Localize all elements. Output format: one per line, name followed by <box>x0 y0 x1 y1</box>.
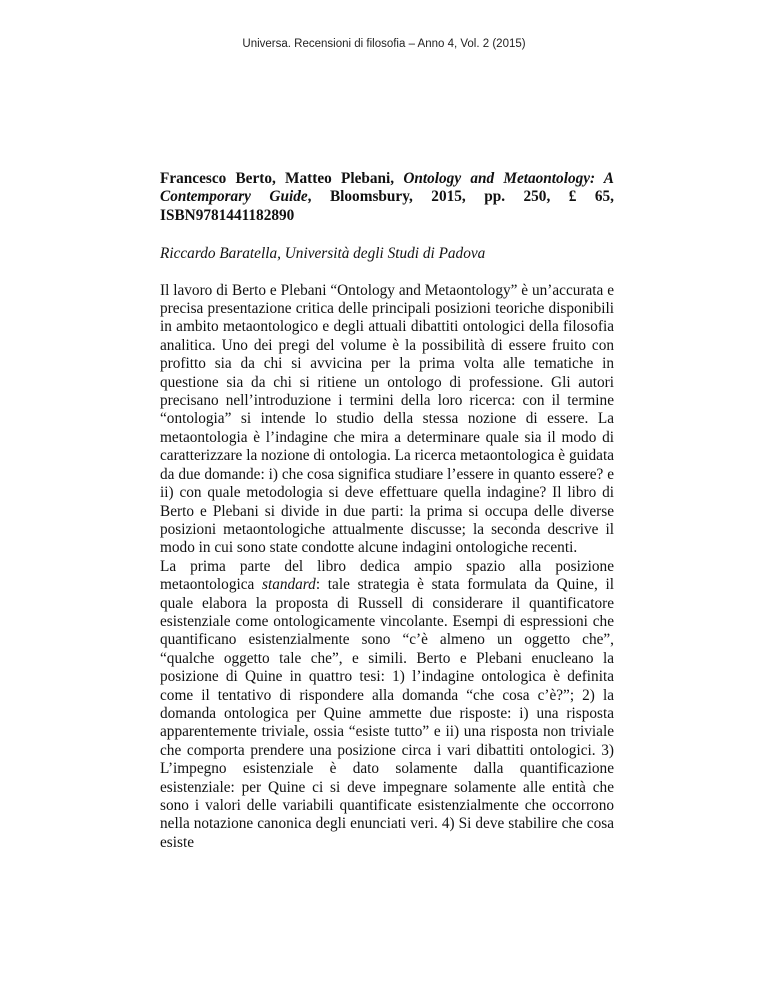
paragraph-quine <box>160 558 614 853</box>
emphasis-standard: standard <box>262 576 316 594</box>
book-title: Ontology and Metaontology: A Contemporary Guide <box>160 170 614 206</box>
paragraph-intro: Il lavoro di Berto e Plebani “Ontology and Metaontology” è un’accurata e precisa presentazione critica delle principali posizioni teoriche disponibili in ambito metaontologico e degli attuali dibattiti ontologici della filosofia analitica. Uno dei pregi del volume è la possibilità di essere fruito con profitto sia da chi si avvicina per la prima volta alle tematiche in questione sia da chi si ritiene un ontologo di professione. Gli autori precisano nell’introduzione i termini della loro ricerca: con il termine “ontologia” si intende lo studio della stessa nozione di essere. La metaontologia è l’indagine che mira a determinare quale sia il modo di caratterizzare la nozione di ontologia. La ricerca metaontologica è guidata da due domande: i) che cosa significa studiare l’essere in quanto essere? e ii) con quale metodologia si deve effettuare quella indagine? Il libro di Berto e Plebani si divide in due parti: la prima si occupa delle diverse posizioni metaontologiche attualmente discusse; la seconda descrive il modo in cui sono state condotte alcune indagini ontologiche recenti. <box>160 281 614 557</box>
publication-details: , Bloomsbury, 2015, pp. 250, £ 65, ISBN9781441182890 <box>160 188 614 224</box>
book-authors: Francesco Berto, Matteo Plebani, <box>160 170 404 187</box>
reviewer-byline: Riccardo Baratella, Università degli Studi di Padova <box>160 245 486 263</box>
running-header: Universa. Recensioni di filosofia – Anno 4, Vol. 2 (2015) <box>242 38 526 50</box>
paragraph-quine-rest: : tale strategia è stata formulata da Quine, il quale elabora la proposta di Russell di considerare il quantificatore esistenziale come ontologicamente vincolante. Esempi di espressioni che quantificano esistenzialmente sono “c’è almeno un oggetto che”, “qualche oggetto tale che”, e simili. Berto e Plebani enucleano la posizione di Quine in quattro tesi: 1) l’indagine ontologica è definita come il tentativo di rispondere alla domanda “che cosa c’è?”; 2) la domanda ontologica per Quine ammette due risposte: i) una risposta apparentemente triviale, ossia “esiste tutto” e ii) una risposta non triviale che comporta prendere una posizione circa i vari dibattiti ontologici. 3) L’impegno esistenziale è dato solamente dalla quantificazione esistenziale: per Quine ci si deve impegnare solamente alle entità che sono i valori delle variabili quantificate esistenzialmente che occorrono nella notazione canonica degli enunciati veri. 4) Si deve stabilire che cosa esiste <box>160 576 614 851</box>
review-title <box>160 170 614 225</box>
paragraph-quine-start: La prima parte del libro dedica ampio spazio alla posizione metaontologica <box>160 557 614 594</box>
review-body <box>160 170 614 852</box>
